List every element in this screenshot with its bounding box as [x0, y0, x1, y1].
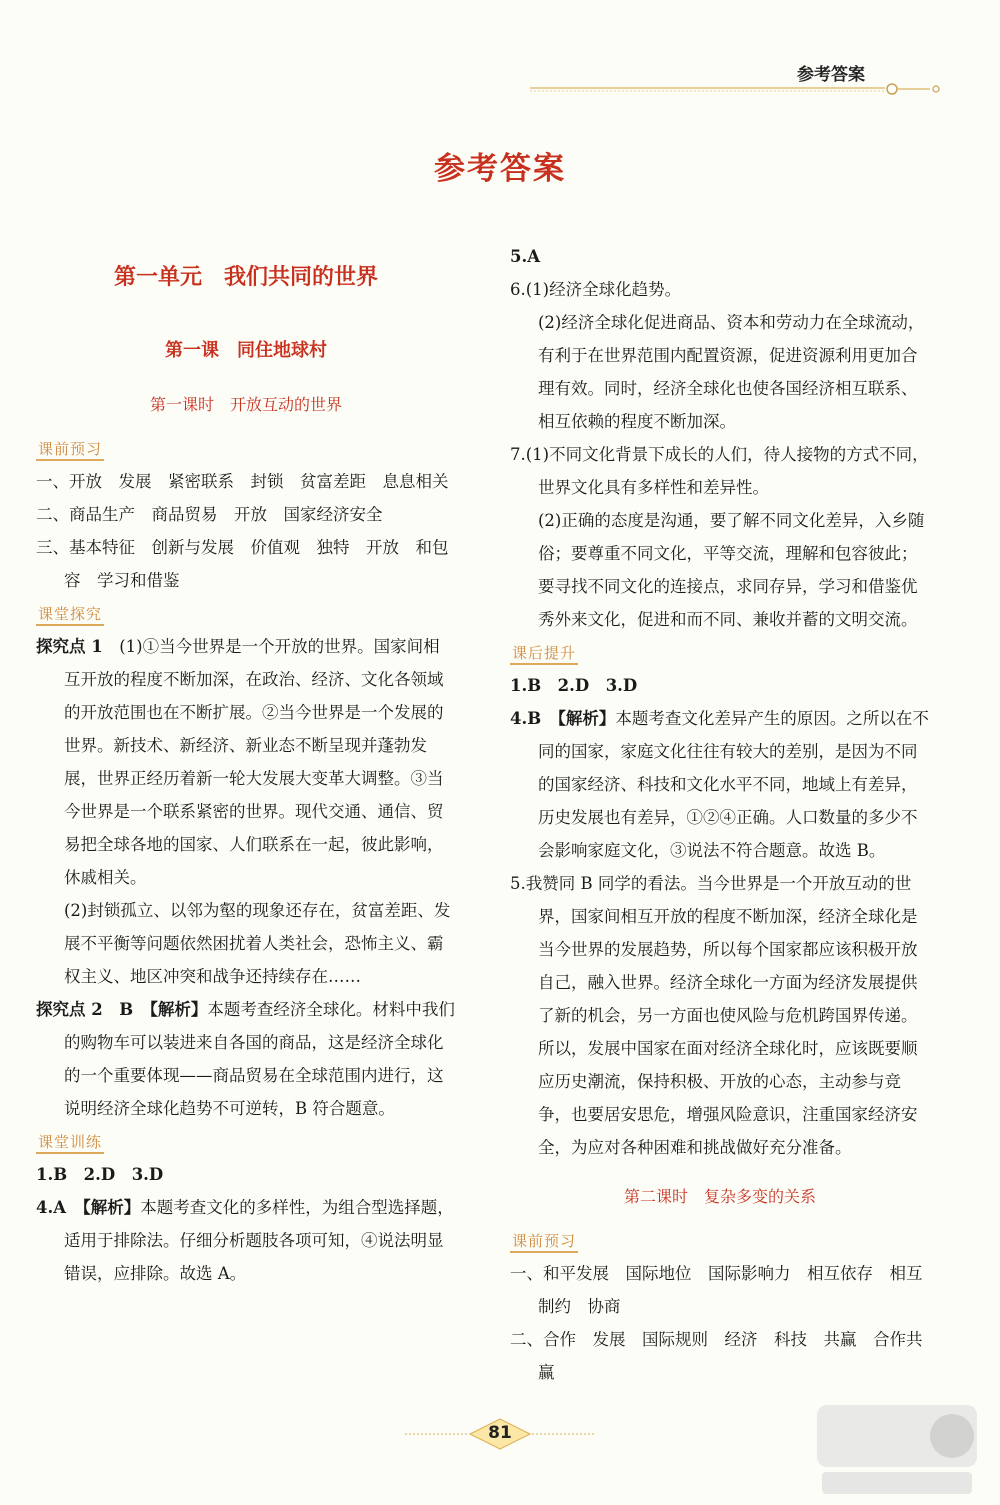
page-number: 81: [488, 1423, 512, 1443]
answer-line: 二、合作 发展 国际规则 经济 科技 共赢 合作共赢: [510, 1330, 923, 1382]
explore-point-label: 探究点 2 B: [36, 1000, 134, 1019]
answer-text: 本题考查经济全球化。材料中我们的购物车可以装进来自各国的商品，这是经济全球化的一个重要体现——商品贸易在全球范围内进行，这说明经济全球化趋势不可逆转，B 符合题意。: [64, 1000, 455, 1118]
answer-paragraph: (2)封锁孤立、以邻为壑的现象还存在，贫富差距、发展不平衡等问题依然困扰着人类社会，恐怖主义、霸权主义、地区冲突和战争还持续存在……: [64, 901, 451, 986]
left-column: [36, 230, 456, 1290]
question-label: 4.A: [36, 1198, 67, 1217]
analysis-tag: 【解析】: [82, 1198, 141, 1217]
answer-line: 一、开放 发展 紧密联系 封锁 贫富差距 息息相关: [36, 472, 449, 491]
answer-text: (1)①当今世界是一个开放的世界。国家间相互开放的程度不断加深，在政治、经济、文化各领域的开放范围也在不断扩展。②当今世界是一个发展的世界。新技术、新经济、新业态不断呈现并蓬勃发展，世界正经历着新一轮大发展大变革大调整。③当今世界是一个联系紧密的世界。现代交通、通信、贸易把全球各地的国家、人们联系在一起，彼此影响，休戚相关。: [64, 637, 444, 887]
header-label: 参考答案: [797, 65, 865, 85]
section-after-class: 课后提升: [510, 642, 578, 665]
question-label: 4.B: [510, 709, 542, 728]
explore-point-label: 探究点 1: [36, 637, 103, 656]
answer-choices: 1.B 2.D 3.D: [510, 676, 638, 695]
answer-line: [510, 240, 930, 273]
answer-paragraph: 5.我赞同 B 同学的看法。当今世界是一个开放互动的世界，国家间相互开放的程度不断加深，经济全球化是当今世界的发展趋势，所以每个国家都应该积极开放自己，融入世界。经济全球化一方面为经济发展提供了新的机会，另一方面也使风险与危机跨国界传递。所以，发展中国家在面对经济全球化时，应该既要顺应历史潮流，保持积极、开放的心态，主动参与竞争，也要居安思危，增强风险意识，注重国家经济安全，为应对各种困难和挑战做好充分准备。: [510, 874, 918, 1157]
answer-line: [510, 669, 930, 702]
answer-line: 一、和平发展 国际地位 国际影响力 相互依存 相互制约 协商: [510, 1264, 923, 1316]
lesson-heading: 第一课 同住地球村: [165, 340, 327, 361]
answer-paragraph: 7.(1)不同文化背景下成长的人们，待人接物的方式不同，世界文化具有多样性和差异性。: [510, 445, 929, 497]
answer-choices: 1.B 2.D 3.D: [36, 1165, 164, 1184]
analysis-tag: 【解析】: [557, 709, 616, 728]
answer-line: [36, 1158, 456, 1191]
answer-line: 6.(1)经济全球化趋势。: [510, 280, 682, 299]
analysis-tag: 【解析】: [149, 1000, 208, 1019]
answer-paragraph: [36, 1191, 456, 1290]
answer-paragraph: [36, 630, 456, 894]
section-explore: 课堂探究: [36, 603, 104, 626]
section-training: 课堂训练: [36, 1131, 104, 1154]
unit-heading: 第一单元 我们共同的世界: [113, 265, 378, 290]
answer-choices: 5.A: [510, 247, 541, 266]
answer-paragraph: [510, 702, 930, 867]
section-preview: 课前预习: [36, 438, 104, 461]
answer-text: 本题考查文化差异产生的原因。之所以在不同的国家，家庭文化往往有较大的差别，是因为不同的国家经济、科技和文化水平不同，地域上有差异，历史发展也有差异，①②④正确。人口数量的多少不会影响家庭文化，③说法不符合题意。故选 B。: [538, 709, 929, 860]
period-heading: 第一课时 开放互动的世界: [149, 395, 342, 414]
section-preview: 课前预习: [510, 1230, 578, 1253]
page-title: 参考答案: [434, 151, 566, 187]
answer-line: 三、基本特征 创新与发展 价值观 独特 开放 和包容 学习和借鉴: [36, 538, 449, 590]
period-heading: 第二课时 复杂多变的关系: [623, 1187, 816, 1206]
header-decoration: [530, 80, 950, 98]
watermark-logo: [812, 1400, 982, 1500]
right-column: [510, 240, 930, 1389]
answer-line: 二、商品生产 商品贸易 开放 国家经济安全: [36, 505, 383, 524]
answer-paragraph: [36, 993, 456, 1125]
answer-text: 本题考查文化的多样性，为组合型选择题，适用于排除法。仔细分析题肢各项可知，④说法明显错误，应排除。故选 A。: [64, 1198, 454, 1283]
answer-paragraph: (2)正确的态度是沟通，要了解不同文化差异，入乡随俗；要尊重不同文化，平等交流，理解和包容彼此；要寻找不同文化的连接点，求同存异，学习和借鉴优秀外来文化，促进和而不同、兼收并蓄的文明交流。: [538, 511, 925, 629]
answer-paragraph: (2)经济全球化促进商品、资本和劳动力在全球流动，有利于在世界范围内配置资源，促进资源利用更加合理有效。同时，经济全球化也使各国经济相互联系、相互依赖的程度不断加深。: [538, 313, 925, 431]
